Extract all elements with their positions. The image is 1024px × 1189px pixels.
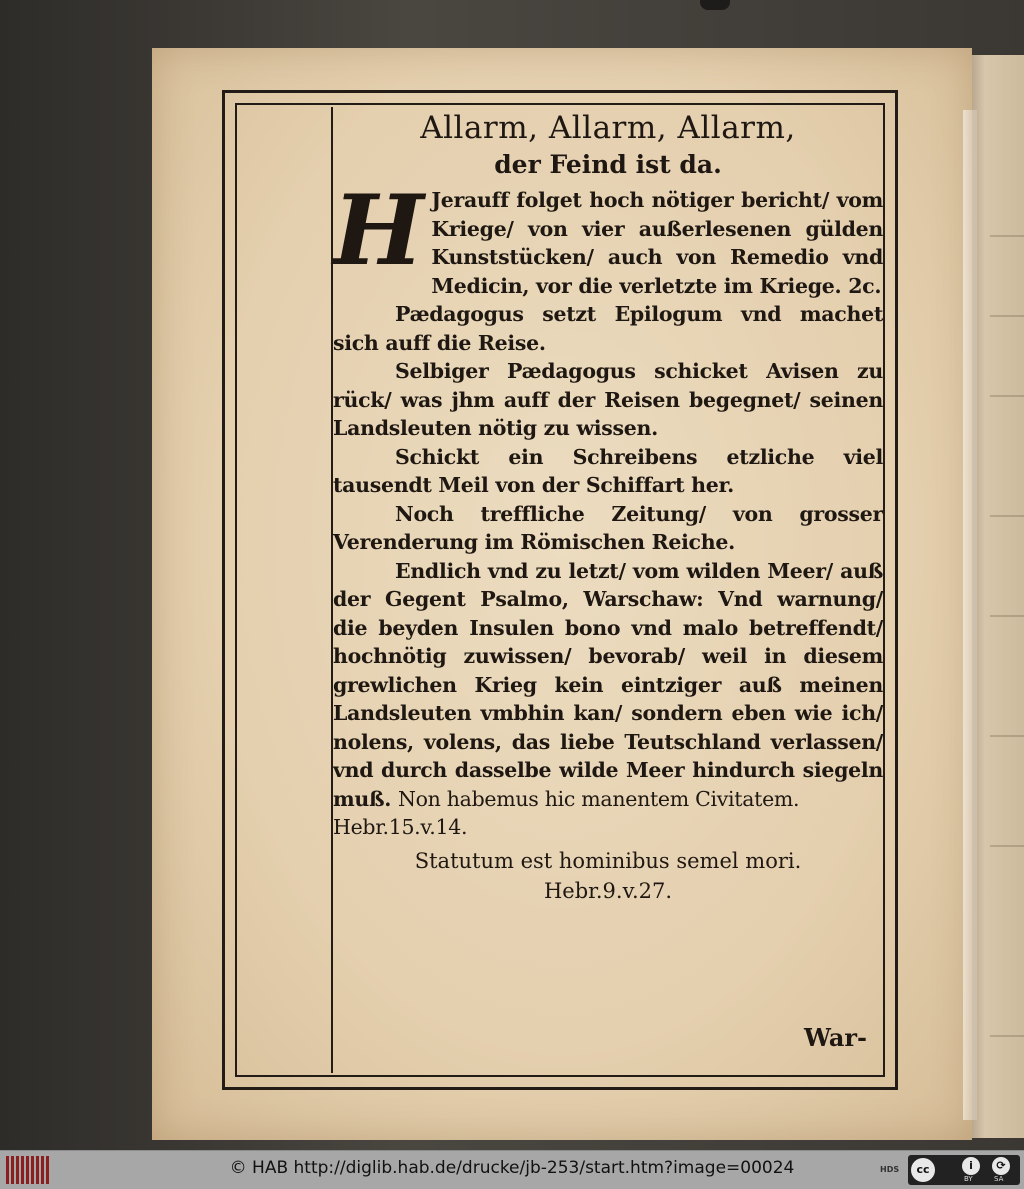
latin-reference: Hebr.15.v.14. <box>333 815 468 839</box>
ghost-line <box>990 1035 1024 1037</box>
printed-page <box>152 48 972 1140</box>
license-sa-label: SA <box>994 1175 1004 1183</box>
ghost-line <box>990 315 1024 317</box>
ghost-line <box>990 235 1024 237</box>
hds-mark: HDS <box>880 1165 900 1174</box>
statutum-quote: Statutum est hominibus semel mori. <box>414 848 802 873</box>
first-paragraph-text: Jerauff folget hoch nötiger bericht/ vom Kriege/ von vier außerlesenen gülden Kunststücken/ auch von Remedio vnd Medicin, vor die verletzte im Kriege. 2c. <box>431 188 883 298</box>
license-by-label: BY <box>964 1175 973 1183</box>
latin-quote: Non habemus hic manentem Civitatem. <box>397 786 800 811</box>
sa-share-icon: ⟳ <box>992 1157 1010 1175</box>
footer-bar <box>0 1150 1024 1189</box>
cc-icon: cc <box>911 1158 935 1182</box>
scan-clip-mark <box>700 0 730 10</box>
ghost-line <box>990 845 1024 847</box>
text-block <box>333 108 883 1088</box>
paragraph: Noch treffliche Zeitung/ von grosser Verenderung im Römischen Reiche. <box>333 501 883 554</box>
statutum-reference: Hebr.9.v.27. <box>543 878 673 903</box>
paragraph: Schickt ein Schreibens etzliche viel tausendt Meil von der Schiffart her. <box>333 444 883 497</box>
paragraph: Selbiger Pædagogus schicket Avisen zu rück/ was jhm auff der Reisen begegnet/ seinen Landsleuten nötig zu wissen. <box>333 359 883 440</box>
ghost-line <box>990 615 1024 617</box>
page-subtitle: der Feind ist da. <box>494 150 722 179</box>
ghost-line <box>990 515 1024 517</box>
ghost-line <box>990 395 1024 397</box>
license-badge[interactable] <box>908 1155 1020 1185</box>
paragraph-final <box>333 557 883 814</box>
footer-citation[interactable]: © HAB http://diglib.hab.de/drucke/jb-253/start.htm?image=00024 <box>229 1158 795 1178</box>
clip-strip <box>963 110 977 1120</box>
drop-cap: H <box>333 174 424 287</box>
by-person-icon: i <box>962 1157 980 1175</box>
next-page-edge <box>972 55 1024 1138</box>
body-text <box>333 174 883 842</box>
paragraph: Pædagogus setzt Epilogum vnd machet sich auff die Reise. <box>333 302 883 355</box>
paragraph-final-text: Endlich vnd zu letzt/ vom wilden Meer/ auß der Gegent Psalmo, Warschaw: Vnd warnung/ die beyden Insulen bono vnd malo betreffendt/ hochnötig zuwissen/ bevorab/ weil in diesem grewlichen Krieg kein eintziger auß meinen Landsleuten vmbhin kan/ sondern eben wie ich/ nolens, volens, das liebe Teutschland verlassen/ vnd durch dasselbe wilde Meer hindurch siegeln muß. <box>333 558 883 811</box>
ghost-line <box>990 735 1024 737</box>
catchword: War- <box>803 1023 867 1052</box>
first-paragraph <box>333 174 883 300</box>
page-title: Allarm, Allarm, Allarm, <box>420 110 796 146</box>
